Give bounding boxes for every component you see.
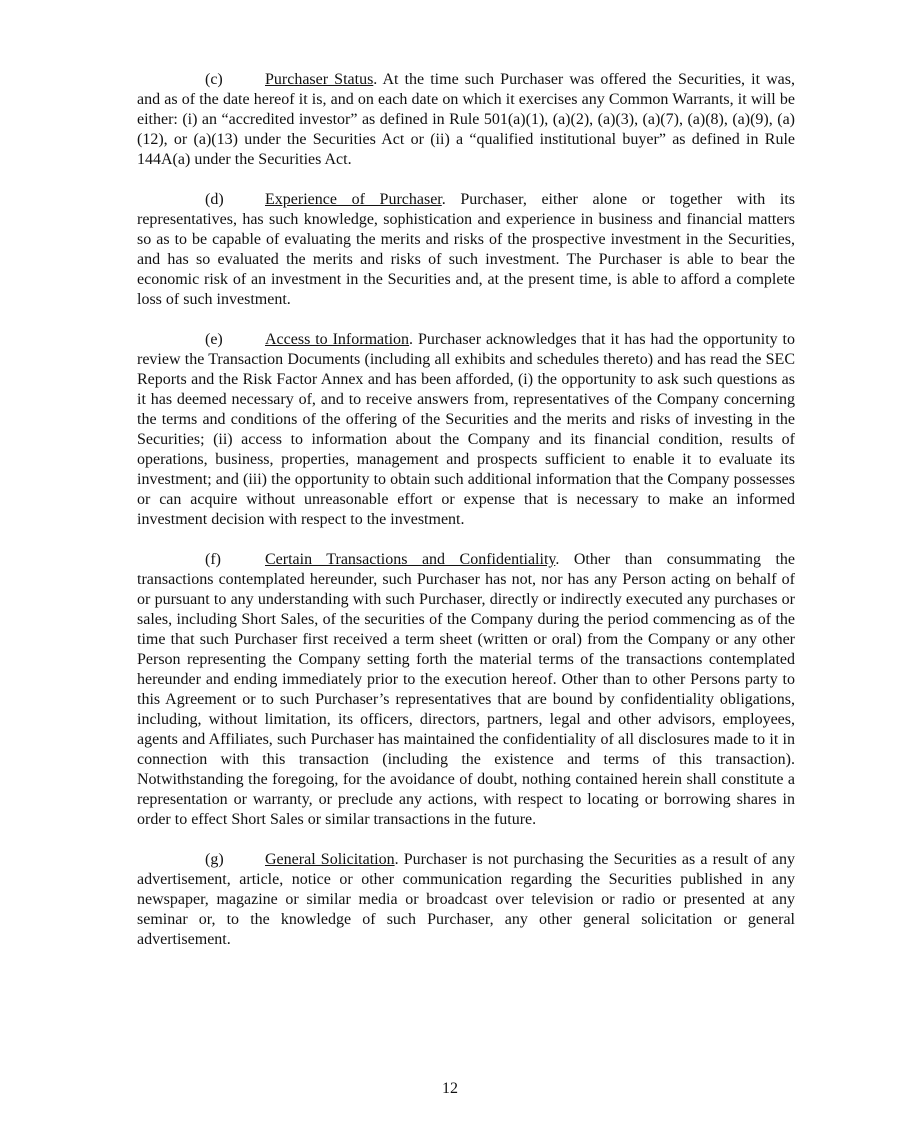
section-body: . Purchaser is not purchasing the Securities as a result of any advertisement, article, notice or other communication regarding the Securities published in any newspaper, magazine or similar media or broadcast over television or radio or presented at any seminar or, to the knowledge of such Purchaser, any other general solicitation or general advertisement.: [137, 851, 796, 948]
page-number: 12: [442, 1080, 458, 1097]
section-body: . Other than consummating the transactions contemplated hereunder, such Purchaser has not, nor has any Person acting on behalf of or pursuant to any understanding with such Purchaser, directly or indirectly executed any purchases or sales, including Short Sales, of the securities of the Company during the period commencing as of the time that such Purchaser first received a term sheet (written or oral) from the Company or any other Person representing the Company setting forth the material terms of the transactions contemplated hereunder and ending immediately prior to the execution hereof. Other than to other Persons party to this Agreement or to such Purchaser’s representatives that are bound by confidentiality obligations, including, without limitation, its officers, directors, partners, legal and other advisors, employees, agents and Affiliates, such Purchaser has maintained the confidentiality of all disclosures made to it in connection with this transaction (including the existence and terms of this transaction). Notwithstanding the foregoing, for the avoidance of doubt, nothing contained herein shall constitute a representation or warranty, or preclude any actions, with respect to locating or borrowing shares in order to effect Short Sales or similar transactions in the future.: [137, 551, 795, 828]
section-body: . Purchaser, either alone or together with its representatives, has such knowledge, sophistication and experience in business and financial matters so as to be capable of evaluating the merits and risks of the prospective investment in the Securities, and has so evaluated the merits and risks of such investment. The Purchaser is able to bear the economic risk of an investment in the Securities and, at the present time, is able to afford a complete loss of such investment.: [137, 191, 796, 308]
section-f: [137, 550, 795, 830]
section-heading: Certain Transactions and Confidentiality: [265, 551, 556, 568]
section-heading: Purchaser Status: [265, 71, 374, 88]
section-d: [137, 190, 795, 310]
section-label: (d): [205, 191, 224, 208]
document-page: [137, 70, 795, 970]
section-heading: General Solicitation: [265, 851, 395, 868]
section-heading: Experience of Purchaser: [265, 191, 442, 208]
section-label: (e): [205, 331, 223, 348]
section-e: [137, 330, 795, 530]
section-g: [137, 850, 795, 950]
section-label: (g): [205, 851, 224, 868]
section-heading: Access to Information: [265, 331, 410, 348]
section-body: . At the time such Purchaser was offered the Securities, it was, and as of the date hereof it is, and on each date on which it exercises any Common Warrants, it will be either: (i) an “accredited investor” as defined in Rule 501(a)(1), (a)(2), (a)(3), (a)(7), (a)(8), (a)(9), (a)(12), or (a)(13) under the Securities Act or (ii) a “qualified institutional buyer” as defined in Rule 144A(a) under the Securities Act.: [137, 71, 795, 168]
section-label: (c): [205, 71, 223, 88]
section-c: [137, 70, 795, 170]
section-label: (f): [205, 551, 221, 568]
section-body: . Purchaser acknowledges that it has had the opportunity to review the Transaction Documents (including all exhibits and schedules thereto) and has read the SEC Reports and the Risk Factor Annex and has been afforded, (i) the opportunity to ask such questions as it has deemed necessary of, and to receive answers from, representatives of the Company concerning the terms and conditions of the offering of the Securities and the merits and risks of investing in the Securities; (ii) access to information about the Company and its financial condition, results of operations, business, properties, management and prospects sufficient to enable it to evaluate its investment; and (iii) the opportunity to obtain such additional information that the Company possesses or can acquire without unreasonable effort or expense that is necessary to make an informed investment decision with respect to the investment.: [137, 331, 796, 528]
